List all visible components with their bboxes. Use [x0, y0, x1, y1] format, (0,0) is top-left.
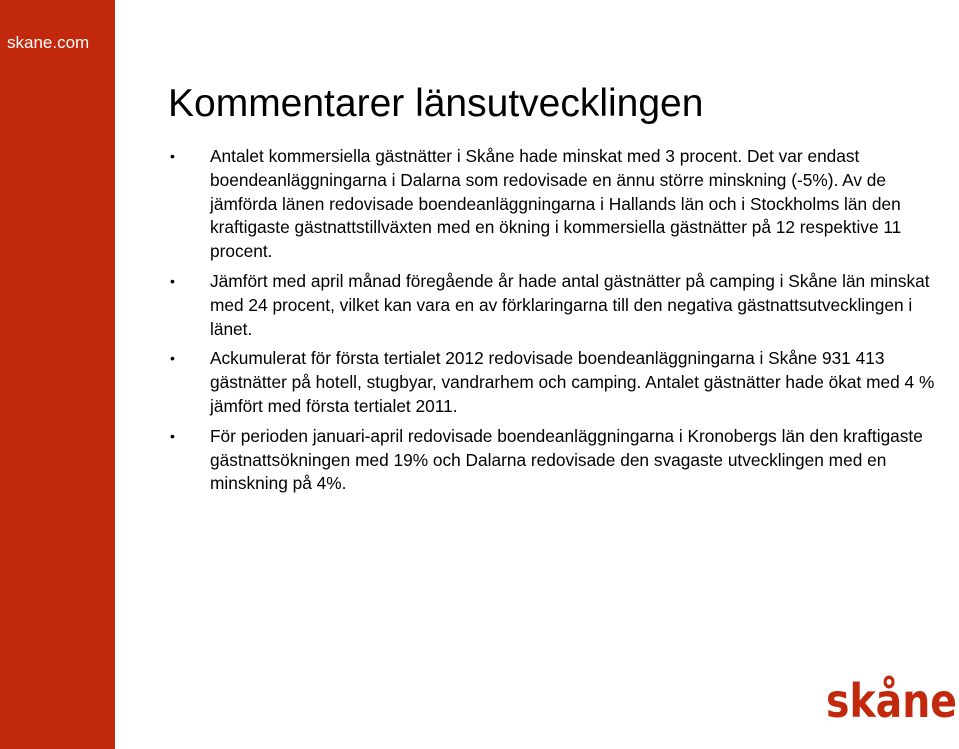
bullet-dot-icon: • [170, 272, 175, 289]
sidebar [0, 0, 115, 749]
slide-title: Kommentarer länsutvecklingen [168, 82, 704, 125]
bullet-dot-icon: • [170, 350, 175, 367]
bullet-text: Antalet kommersiella gästnätter i Skåne hade minskat med 3 procent. Det var endast boendeanläggningarna i Dalarna som redovisade en ännu större minskning (-5%). Av de jämförda länen redovisade boendeanläggningarna i Hallands län och i Stockholms län den kraftigaste gästnattstillväxten med en ökning i kommersiella gästnätter på 12 respektive 11 procent. [210, 146, 902, 262]
bullet-dot-icon: • [170, 148, 175, 164]
skane-logo-text: skåne [826, 674, 957, 728]
bullet-text: För perioden januari-april redovisade boendeanläggningarna i Kronobergs län den kraftigaste gästnattsökningen med 19% och Dalarna redovisade den svagaste utvecklingen med en minskning på 4%. [210, 425, 923, 494]
bullet-item [166, 425, 951, 496]
bullet-item [166, 270, 951, 341]
bullet-item [166, 347, 951, 418]
bullet-item [166, 145, 951, 264]
bullet-text: Ackumulerat för första tertialet 2012 redovisade boendeanläggningarna i Skåne 931 413 gästnätter på hotell, stugbyar, vandrarhem och camping. Antalet gästnätter hade ökat med 4 % jämfört med första tertialet 2011. [210, 348, 935, 416]
skane-logo [826, 670, 959, 730]
bullet-dot-icon: • [170, 427, 175, 444]
site-label: skane.com [7, 33, 90, 52]
bullet-list [166, 145, 951, 502]
bullet-text: Jämfört med april månad föregående år hade antal gästnätter på camping i Skåne län minskat med 24 procent, vilket kan vara en av förklaringarna till den negativa gästnattsutvecklingen i länet. [210, 270, 930, 339]
